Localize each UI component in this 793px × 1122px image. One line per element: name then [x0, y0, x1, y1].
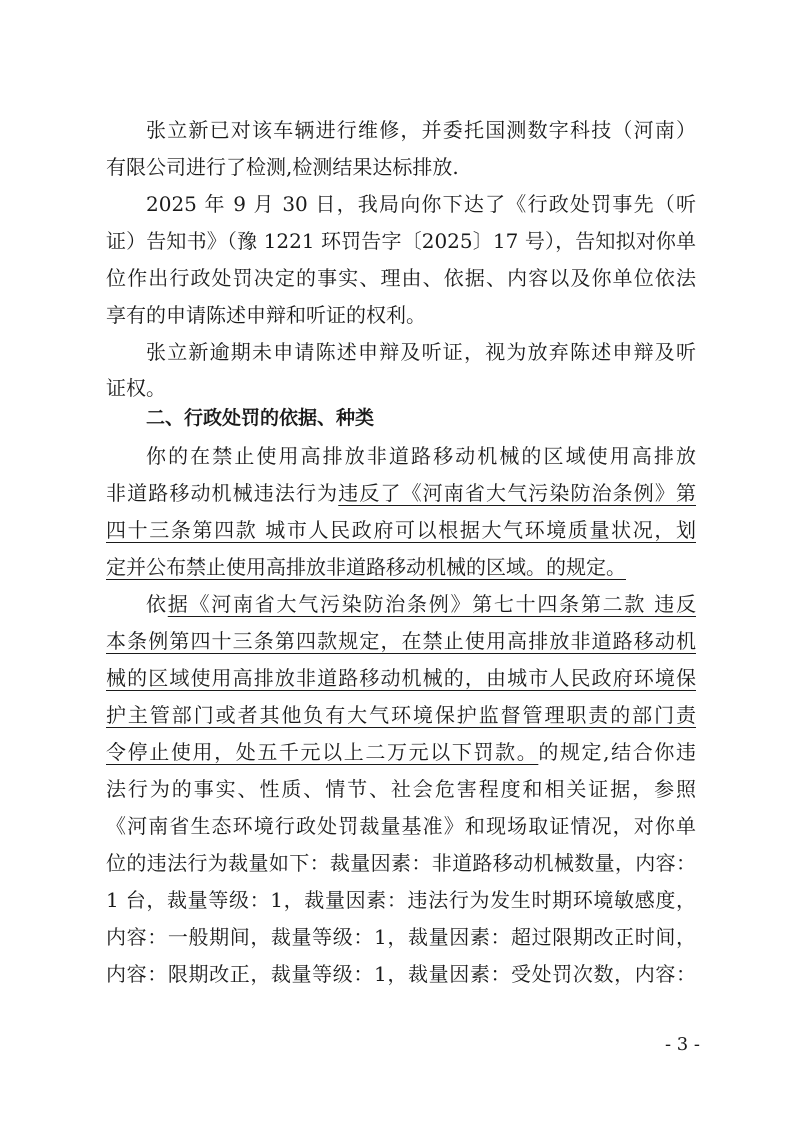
paragraph-line [106, 700, 696, 730]
section-heading: 二、行政处罚的依据、种类 [146, 407, 375, 429]
paragraph-line: 法行为的事实、性质、情节、社会危害程度和相关证据，参照 [106, 777, 696, 801]
paragraph-line [106, 663, 696, 693]
paragraph-line: 张立新逾期未申请陈述申辩及听证，视为放弃陈述申辩及听 [146, 340, 696, 364]
paragraph-line: 位作出行政处罚决定的事实、理由、依据、内容以及你单位依法 [106, 266, 696, 290]
paragraph-line [146, 589, 696, 619]
paragraph-line [106, 737, 696, 767]
paragraph-line: 证权。 [106, 376, 166, 400]
paragraph-line: 享有的申请陈述申辩和听证的权利。 [106, 303, 426, 327]
paragraph-line: 有限公司进行了检测,检测结果达标排放. [106, 155, 459, 179]
paragraph-line: 证）告知书》（豫 1221 环罚告字〔2025〕17 号），告知拟对你单 [106, 229, 696, 253]
paragraph-line: 你的在禁止使用高排放非道路移动机械的区域使用高排放 [146, 444, 696, 468]
plain-text: 依 [146, 592, 168, 616]
paragraph-line [106, 626, 696, 656]
underlined-text: 违反了《河南省大气污染防治条例》第 [338, 481, 696, 505]
underlined-text: 械的区域使用高排放非道路移动机械的，由城市人民政府环境保 [106, 666, 696, 690]
paragraph-line [106, 515, 696, 545]
underlined-text: 定并公布禁止使用高排放非道路移动机械的区域。的规定。 [106, 555, 626, 579]
paragraph-line: 内容：一般期间，裁量等级：1，裁量因素：超过限期改正时间， [106, 925, 696, 949]
plain-text: 的规定,结合你违 [538, 740, 696, 764]
paragraph-line: 张立新已对该车辆进行维修，并委托国测数字科技（河南） [146, 118, 696, 142]
plain-text: 非道路移动机械违法行为 [106, 481, 339, 505]
page-number: - 3 - [664, 1034, 700, 1055]
paragraph-line: 1 台，裁量等级：1，裁量因素：违法行为发生时期环境敏感度， [106, 888, 696, 912]
paragraph-line: 内容：限期改正，裁量等级：1，裁量因素：受处罚次数，内容： [106, 962, 696, 986]
paragraph-line: 《河南省生态环境行政处罚裁量基准》和现场取证情况，对你单 [106, 814, 696, 838]
underlined-text: 护主管部门或者其他负有大气环境保护监督管理职责的部门责 [106, 703, 696, 727]
paragraph-line [106, 552, 696, 582]
underlined-text: 四十三条第四款 城市人民政府可以根据大气环境质量状况，划 [106, 518, 696, 542]
paragraph-line: 2025 年 9 月 30 日，我局向你下达了《行政处罚事先（听 [146, 192, 696, 216]
underlined-text: 令停止使用，处五千元以上二万元以下罚款。 [106, 740, 539, 764]
underlined-text: 据《河南省大气污染防治条例》第七十四条第二款 违反 [167, 592, 696, 616]
paragraph-line [106, 478, 696, 508]
paragraph-line: 位的违法行为裁量如下：裁量因素：非道路移动机械数量，内容： [106, 851, 696, 875]
underlined-text: 本条例第四十三条第四款规定，在禁止使用高排放非道路移动机 [106, 629, 696, 653]
